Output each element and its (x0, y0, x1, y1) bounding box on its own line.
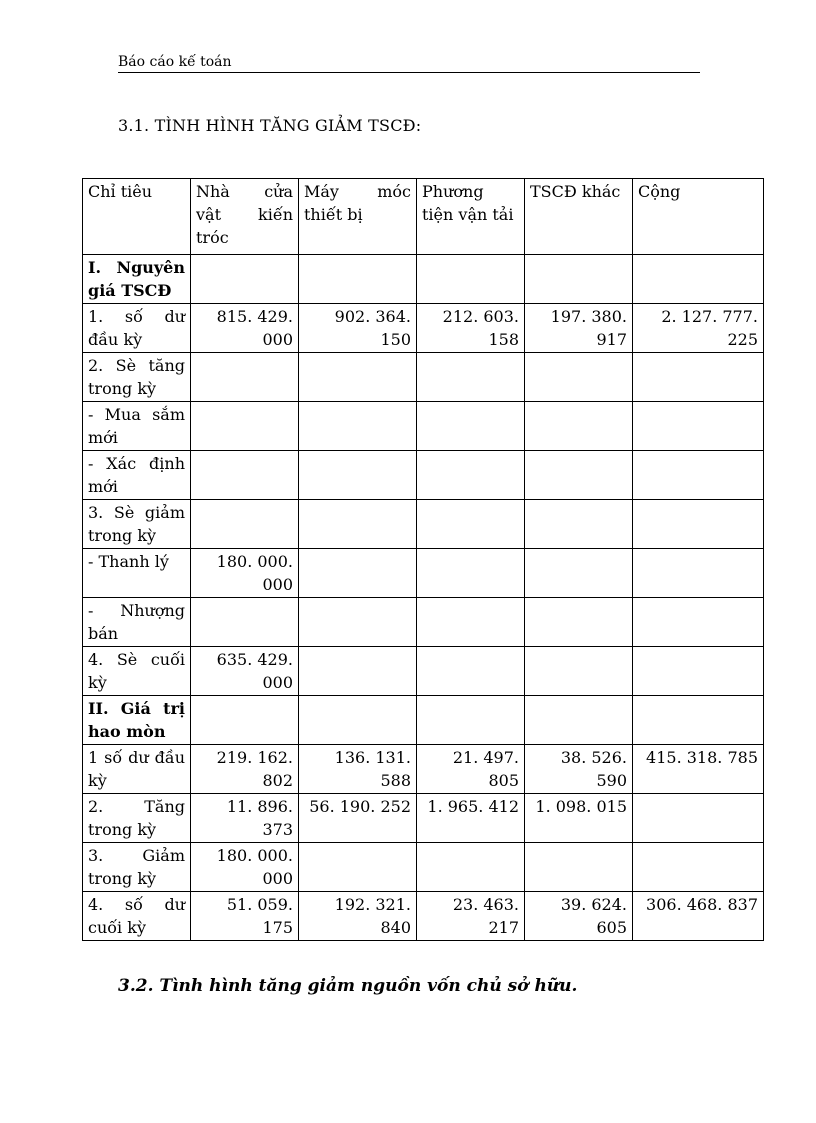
table-cell (525, 549, 633, 598)
row-label: - Nhượng bán (83, 598, 191, 647)
table-cell (633, 598, 764, 647)
table-row (83, 598, 764, 647)
table-cell (417, 696, 525, 745)
row-label: - Mua sắm mới (83, 402, 191, 451)
table-row (83, 255, 764, 304)
header-cell: TSCĐ khác (525, 179, 633, 255)
table-row (83, 500, 764, 549)
row-label: 1. số dư đầu kỳ (83, 304, 191, 353)
table-row (83, 402, 764, 451)
table-cell (525, 647, 633, 696)
table-cell (633, 647, 764, 696)
header-cell: Máy móc thiết bị (299, 179, 417, 255)
table-row (83, 549, 764, 598)
page-header-title: Báo cáo kế toán (118, 54, 232, 70)
table-row (83, 745, 764, 794)
table-row (83, 696, 764, 745)
table-cell: 51. 059. 175 (191, 892, 299, 941)
table-cell (525, 353, 633, 402)
table-cell: 635. 429. 000 (191, 647, 299, 696)
row-label: 3. Sè giảm trong kỳ (83, 500, 191, 549)
table-cell: 192. 321. 840 (299, 892, 417, 941)
table-cell: 180. 000. 000 (191, 843, 299, 892)
row-label: 2. Sè tăng trong kỳ (83, 353, 191, 402)
table-cell (633, 402, 764, 451)
table-cell (633, 353, 764, 402)
table-row (83, 451, 764, 500)
table-cell (525, 696, 633, 745)
table-row (83, 353, 764, 402)
table-cell (299, 647, 417, 696)
table-cell (633, 451, 764, 500)
row-label: 3. Giảm trong kỳ (83, 843, 191, 892)
table-header-row (83, 179, 764, 255)
row-label: - Thanh lý (83, 549, 191, 598)
table-cell: 56. 190. 252 (299, 794, 417, 843)
table-cell (299, 500, 417, 549)
table-cell (191, 500, 299, 549)
table-cell (191, 402, 299, 451)
table-cell: 306. 468. 837 (633, 892, 764, 941)
table-cell: 38. 526. 590 (525, 745, 633, 794)
table-cell: 197. 380. 917 (525, 304, 633, 353)
table-cell: 39. 624. 605 (525, 892, 633, 941)
row-label: - Xác định mới (83, 451, 191, 500)
table-cell (191, 255, 299, 304)
table-cell (299, 598, 417, 647)
row-label: 4. Sè cuối kỳ (83, 647, 191, 696)
table-cell: 2. 127. 777. 225 (633, 304, 764, 353)
table-cell (417, 500, 525, 549)
table-cell (299, 353, 417, 402)
table-cell: 219. 162. 802 (191, 745, 299, 794)
table-cell (299, 402, 417, 451)
table-cell (191, 353, 299, 402)
table-cell (417, 647, 525, 696)
table-cell (633, 794, 764, 843)
table-cell (525, 843, 633, 892)
table-cell: 11. 896. 373 (191, 794, 299, 843)
table-row (83, 843, 764, 892)
table-cell (525, 500, 633, 549)
table-cell: 815. 429. 000 (191, 304, 299, 353)
table-cell (299, 451, 417, 500)
header-cell: Phương tiện vận tải (417, 179, 525, 255)
table-cell (417, 451, 525, 500)
row-label: 2. Tăng trong kỳ (83, 794, 191, 843)
table-cell (417, 598, 525, 647)
table-cell (417, 353, 525, 402)
table-cell (299, 843, 417, 892)
table-cell: 1. 965. 412 (417, 794, 525, 843)
table-cell (299, 696, 417, 745)
row-label: II. Giá trị hao mòn (83, 696, 191, 745)
table-row (83, 892, 764, 941)
header-divider (118, 72, 700, 73)
table-cell (191, 451, 299, 500)
table-cell (633, 549, 764, 598)
fixed-asset-table (82, 178, 764, 941)
table-cell: 1. 098. 015 (525, 794, 633, 843)
header-cell: Chỉ tiêu (83, 179, 191, 255)
table-cell (525, 598, 633, 647)
table-cell (417, 843, 525, 892)
row-label: 4. số dư cuối kỳ (83, 892, 191, 941)
table-cell (525, 402, 633, 451)
header-cell: Cộng (633, 179, 764, 255)
table-cell (191, 696, 299, 745)
table-cell (191, 598, 299, 647)
table-cell: 180. 000. 000 (191, 549, 299, 598)
table-cell (299, 549, 417, 598)
table-cell (633, 500, 764, 549)
table-cell: 415. 318. 785 (633, 745, 764, 794)
table-cell (417, 402, 525, 451)
table-cell: 21. 497. 805 (417, 745, 525, 794)
table-row (83, 304, 764, 353)
table-row (83, 647, 764, 696)
header-cell: Nhà cửa vật kiến tróc (191, 179, 299, 255)
table-cell (299, 255, 417, 304)
table-cell (633, 843, 764, 892)
section-heading-equity: 3.2. Tình hình tăng giảm nguồn vốn chủ sở hữu. (118, 976, 578, 996)
section-heading-tscd: 3.1. TÌNH HÌNH TĂNG GIẢM TSCĐ: (118, 116, 422, 135)
row-label: I. Nguyên giá TSCĐ (83, 255, 191, 304)
table-cell (417, 255, 525, 304)
table-cell (417, 549, 525, 598)
table-cell: 902. 364. 150 (299, 304, 417, 353)
table-cell (525, 451, 633, 500)
table-cell: 23. 463. 217 (417, 892, 525, 941)
table-cell (525, 255, 633, 304)
table-row (83, 794, 764, 843)
row-label: 1 số dư đầu kỳ (83, 745, 191, 794)
table-cell (633, 255, 764, 304)
table-cell: 136. 131. 588 (299, 745, 417, 794)
table-cell: 212. 603. 158 (417, 304, 525, 353)
table-cell (633, 696, 764, 745)
